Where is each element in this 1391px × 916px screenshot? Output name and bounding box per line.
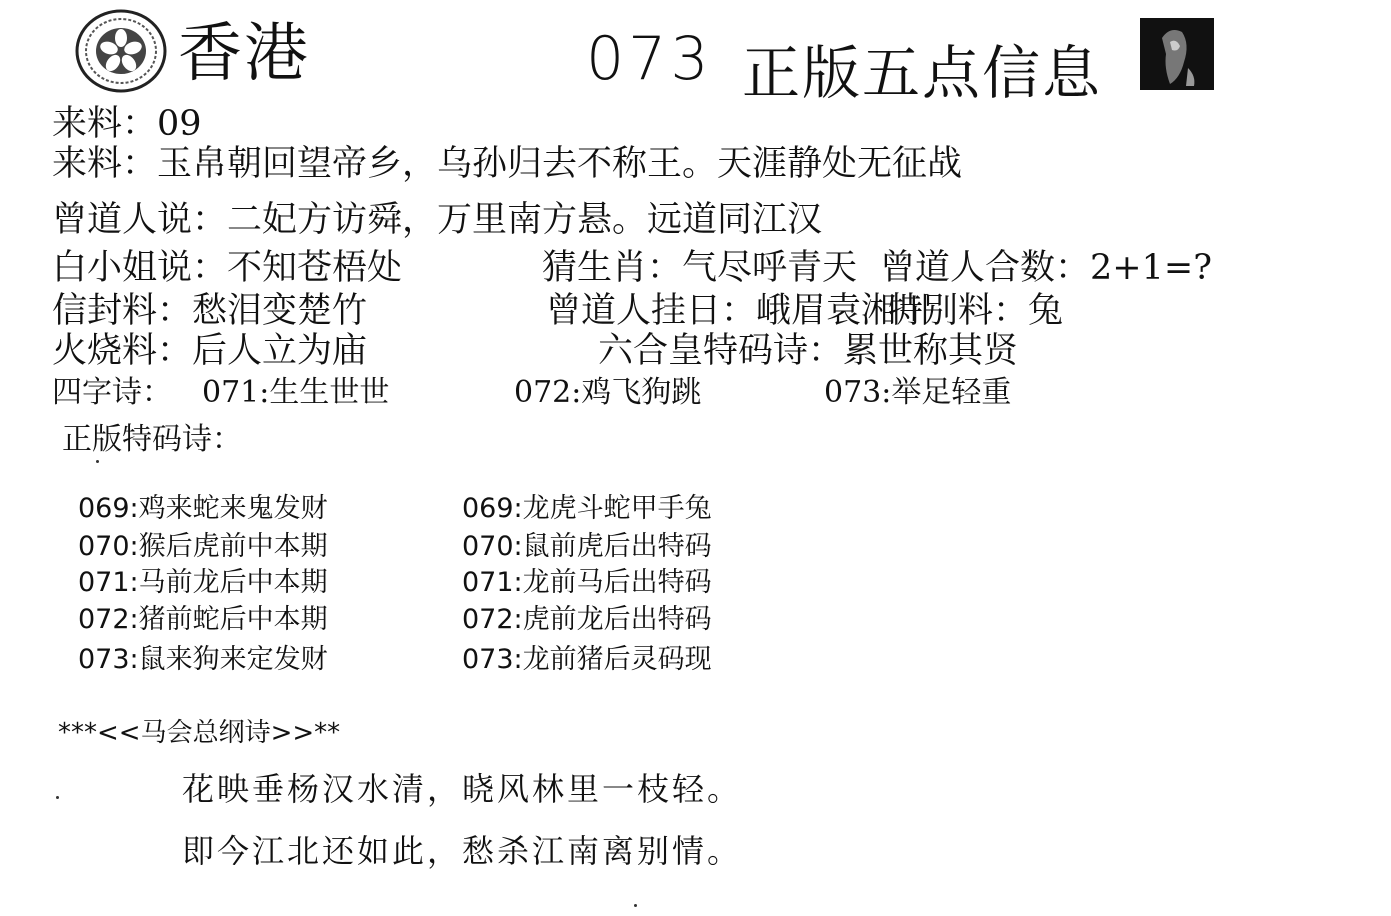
poem-left-row: 071:马前龙后中本期: [78, 567, 328, 598]
poem-right-row: 069:龙虎斗蛇甲手兔: [462, 493, 712, 524]
jockey-verse: 即今江北还如此，愁杀江南离别情。: [182, 832, 743, 870]
guess-zodiac: 猜生肖：气尽呼青天: [542, 248, 858, 288]
poem-right-row: 072:虎前龙后出特码: [462, 604, 712, 635]
four-char-item: 072:鸡飞狗跳: [514, 375, 702, 410]
source-poem: 来料：玉帛朝回望帝乡，乌孙归去不称王。天涯静处无征战: [52, 144, 963, 184]
jockey-poem-label: ***<<马会总纲诗>>**: [58, 718, 341, 748]
poem-left-row: 070:猴后虎前中本期: [78, 531, 328, 562]
speck: [96, 460, 99, 463]
headline: 正版五点信息: [742, 39, 1103, 107]
hong-kong-emblem-icon: [74, 8, 168, 94]
source-number: 来料：09: [52, 104, 202, 144]
speck: [634, 904, 637, 907]
poem-right-row: 073:龙前猪后灵码现: [462, 644, 712, 675]
speck: [56, 796, 59, 799]
special-clue: 特别料：兔: [888, 291, 1064, 331]
issue-number: 073: [586, 24, 713, 94]
four-char-item: 071:生生世世: [202, 375, 390, 410]
liuhe-poem: 六合皇特码诗：累世称其贤: [598, 331, 1019, 371]
poem-left-row: 073:鼠来狗来定发财: [78, 644, 328, 675]
fire-clue: 火烧料：后人立为庙: [52, 331, 368, 371]
poem-left-row: 072:猪前蛇后中本期: [78, 604, 328, 635]
portrait-photo: [1140, 18, 1214, 90]
zeng-combo: 曾道人合数：2+1=?: [880, 248, 1212, 288]
four-char-item: 073:举足轻重: [824, 375, 1012, 410]
jockey-verse: 花映垂杨汉水清，晓风林里一枝轻。: [182, 770, 743, 808]
envelope-clue: 信封料：愁泪变楚竹: [52, 291, 368, 331]
four-char-label: 四字诗：: [52, 375, 172, 410]
bai-says: 白小姐说：不知苍梧处: [52, 248, 403, 288]
zeng-says: 曾道人说：二妃方访舜，万里南方悬。远道同江汉: [52, 200, 823, 240]
brand-title: 香港: [178, 17, 310, 91]
special-poem-label: 正版特码诗：: [62, 422, 242, 457]
poem-left-row: 069:鸡来蛇来鬼发财: [78, 493, 328, 524]
poem-right-row: 071:龙前马后出特码: [462, 567, 712, 598]
zeng-hang-day: 曾道人挂日：峨眉袁湘川: [546, 291, 932, 331]
poem-right-row: 070:鼠前虎后出特码: [462, 531, 712, 562]
